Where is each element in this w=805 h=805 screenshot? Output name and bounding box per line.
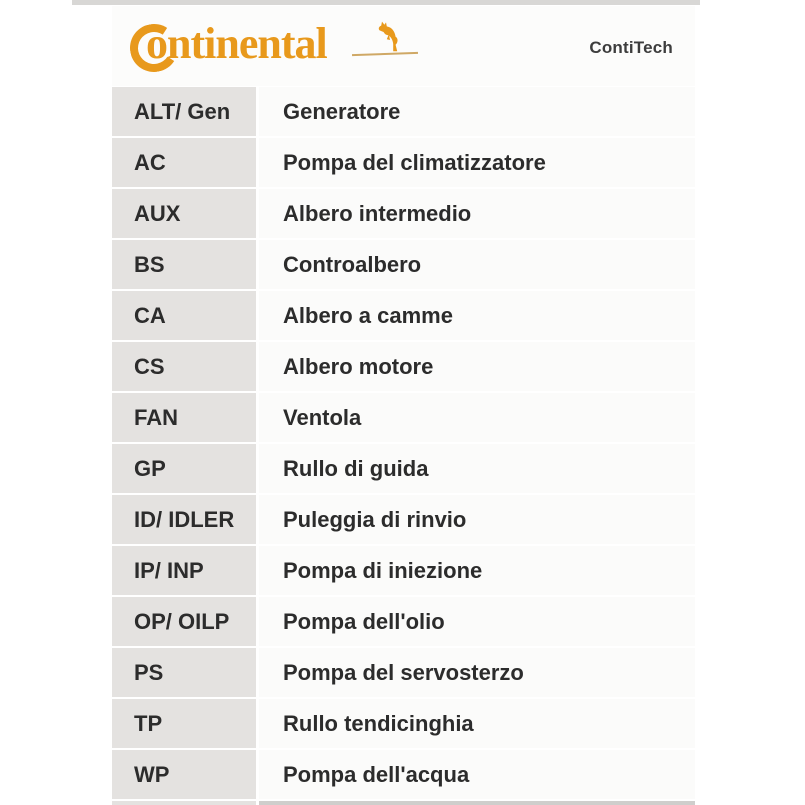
description-cell: Pompa del servosterzo <box>259 648 695 697</box>
logo-wordmark: ontinental <box>146 19 327 68</box>
continental-logo <box>130 14 430 80</box>
description-cell: Albero intermedio <box>259 189 695 238</box>
abbreviation-cell: TP <box>112 699 256 748</box>
description-cell: Albero a camme <box>259 291 695 340</box>
abbreviation-cell: IP/ INP <box>112 546 256 595</box>
table-row <box>112 393 695 442</box>
cropped-description-cell <box>259 801 695 805</box>
abbreviation-cell: ID/ IDLER <box>112 495 256 544</box>
prancing-horse-icon <box>375 20 405 52</box>
abbreviation-cell: AUX <box>112 189 256 238</box>
description-cell: Pompa di iniezione <box>259 546 695 595</box>
abbreviation-cell: OP/ OILP <box>112 597 256 646</box>
content-area <box>112 6 695 805</box>
description-cell: Pompa dell'acqua <box>259 750 695 799</box>
abbreviation-cell: AC <box>112 138 256 187</box>
description-cell: Controalbero <box>259 240 695 289</box>
table-row <box>112 444 695 493</box>
table-row <box>112 648 695 697</box>
abbreviation-legend-table <box>112 87 695 799</box>
description-cell: Rullo tendicinghia <box>259 699 695 748</box>
table-row <box>112 138 695 187</box>
table-row <box>112 87 695 136</box>
abbreviation-cell: CA <box>112 291 256 340</box>
abbreviation-cell: CS <box>112 342 256 391</box>
abbreviation-cell: BS <box>112 240 256 289</box>
table-row <box>112 546 695 595</box>
abbreviation-cell: GP <box>112 444 256 493</box>
description-cell: Pompa del climatizzatore <box>259 138 695 187</box>
description-cell: Ventola <box>259 393 695 442</box>
contitech-logo: ContiTech <box>589 38 673 57</box>
abbreviation-cell: FAN <box>112 393 256 442</box>
abbreviation-cell: PS <box>112 648 256 697</box>
header <box>112 6 695 86</box>
description-cell: Puleggia di rinvio <box>259 495 695 544</box>
cropped-row-sliver-top <box>72 0 700 5</box>
table-row <box>112 750 695 799</box>
table-row <box>112 597 695 646</box>
abbreviation-cell: WP <box>112 750 256 799</box>
abbreviation-cell: ALT/ Gen <box>112 87 256 136</box>
cropped-abbreviation-cell <box>112 801 256 805</box>
description-cell: Rullo di guida <box>259 444 695 493</box>
description-cell: Generatore <box>259 87 695 136</box>
logo-ground-line <box>352 52 418 56</box>
table-row <box>112 342 695 391</box>
cropped-row-sliver-bottom <box>112 801 695 805</box>
description-cell: Albero motore <box>259 342 695 391</box>
table-row <box>112 699 695 748</box>
description-cell: Pompa dell'olio <box>259 597 695 646</box>
table-row <box>112 240 695 289</box>
table-row <box>112 291 695 340</box>
table-row <box>112 189 695 238</box>
table-row <box>112 495 695 544</box>
